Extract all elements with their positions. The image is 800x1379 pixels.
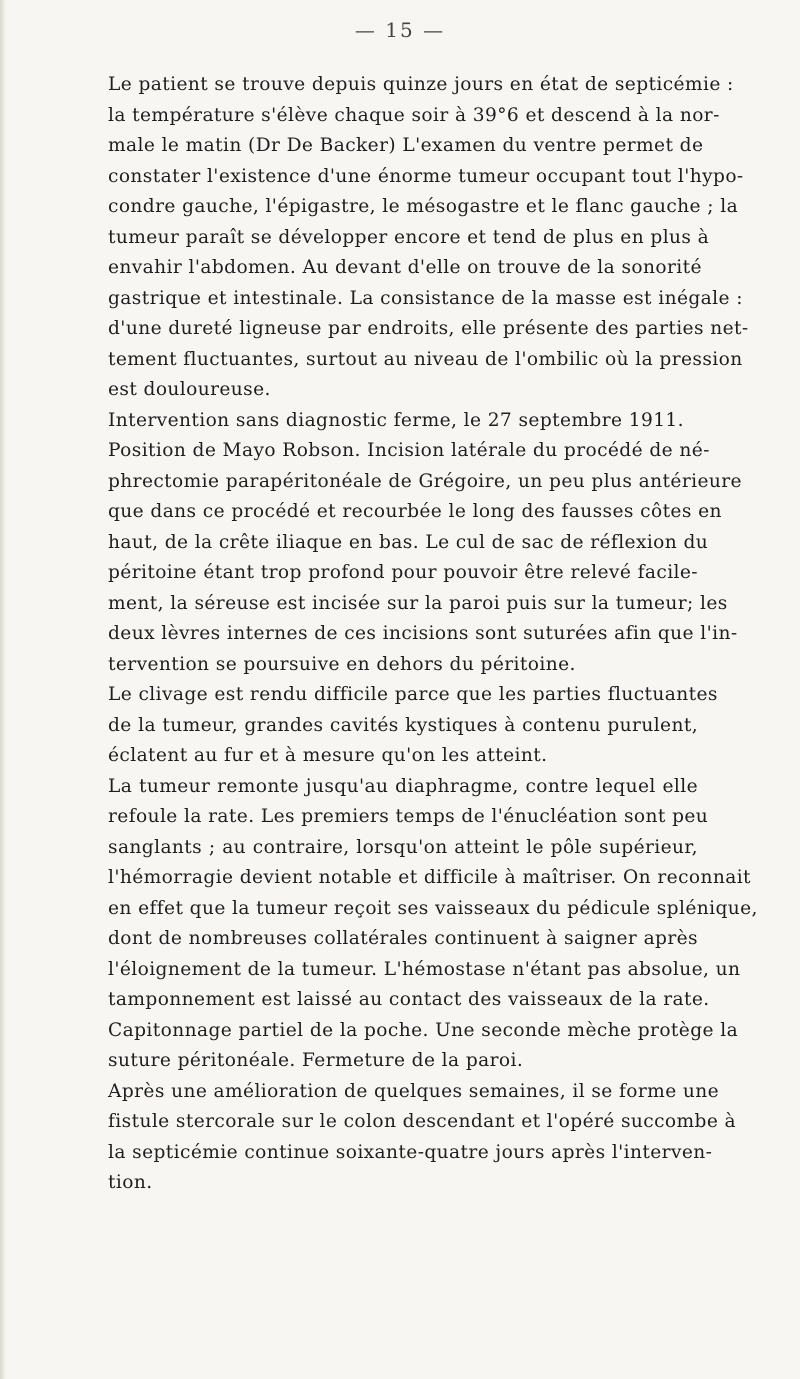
text-line: La tumeur remonte jusqu'au diaphragme, contre lequel elle [108,775,698,797]
text-line: que dans ce procédé et recourbée le long des fausses côtes en [108,501,722,522]
text-line: tervention se poursuive en dehors du péritoine. [108,653,576,675]
text-line: la température s'élève chaque soir à 39°6 et descend à la nor- [108,104,720,126]
body-text [108,70,758,1199]
text-line: en effet que la tumeur reçoit ses vaisseaux du pédicule splénique, [108,897,758,919]
text-line: Le patient se trouve depuis quinze jours en état de septicémie : [108,74,734,95]
text-line: l'hémorragie devient notable et difficile à maîtriser. On reconnait [108,867,751,888]
page-edge [0,0,6,1379]
paragraph-4 [108,772,758,1077]
text-line: sanglants ; au contraire, lorsqu'on atteint le pôle supérieur, [108,836,698,858]
text-line: est douloureuse. [108,379,271,400]
paragraph-1 [108,70,749,406]
text-line: Après une amélioration de quelques semaines, il se forme une [108,1080,720,1102]
paragraph-2 [108,406,742,681]
text-line: éclatent au fur et à mesure qu'on les atteint. [108,745,548,766]
text-line: l'éloignement de la tumeur. L'hémostase n'étant pas absolue, un [108,958,741,980]
text-line: péritoine étant trop profond pour pouvoir être relevé facile- [108,562,698,583]
text-line: tumeur paraît se développer encore et tend de plus en plus à [108,226,710,248]
text-line: tion. [108,1172,153,1193]
text-line: haut, de la crête iliaque en bas. Le cul de sac de réflexion du [108,531,709,553]
text-line: gastrique et intestinale. La consistance de la masse est inégale : [108,287,743,309]
text-line: dont de nombreuses collatérales continuent à saigner après [108,928,698,949]
text-line: phrectomie parapéritonéale de Grégoire, un peu plus antérieure [108,470,742,492]
text-line: suture péritonéale. Fermeture de la paroi. [108,1050,524,1071]
text-line: de la tumeur, grandes cavités kystiques à contenu purulent, [108,714,698,736]
text-line: constater l'existence d'une énorme tumeur occupant tout l'hypo- [108,165,744,187]
text-line: d'une dureté ligneuse par endroits, elle présente des parties net- [108,318,749,339]
text-line: Capitonnage partiel de la poche. Une seconde mèche protège la [108,1019,739,1041]
paragraph-3 [108,680,718,772]
text-line: la septicémie continue soixante-quatre jours après l'interven- [108,1141,713,1163]
text-line: Le clivage est rendu difficile parce que les parties fluctuantes [108,684,718,705]
text-line: fistule stercorale sur le colon descendant et l'opéré succombe à [108,1111,737,1132]
text-line: male le matin (Dr De Backer) L'examen du ventre permet de [108,135,704,156]
text-line: tamponnement est laissé au contact des vaisseaux de la rate. [108,989,710,1010]
paragraph-5 [108,1077,737,1199]
text-line: Position de Mayo Robson. Incision latérale du procédé de né- [108,440,710,461]
text-line: envahir l'abdomen. Au devant d'elle on trouve de la sonorité [108,257,702,278]
text-line: ment, la séreuse est incisée sur la paroi puis sur la tumeur; les [108,592,728,614]
text-line: deux lèvres internes de ces incisions sont suturées afin que l'in- [108,623,738,644]
text-line: Intervention sans diagnostic ferme, le 27 septembre 1911. [108,409,684,431]
text-line: refoule la rate. Les premiers temps de l'énucléation sont peu [108,806,709,827]
text-line: tement fluctuantes, surtout au niveau de l'ombilic où la pression [108,348,743,370]
page-number: — 15 — [354,18,446,42]
text-line: condre gauche, l'épigastre, le mésogastre et le flanc gauche ; la [108,196,739,217]
